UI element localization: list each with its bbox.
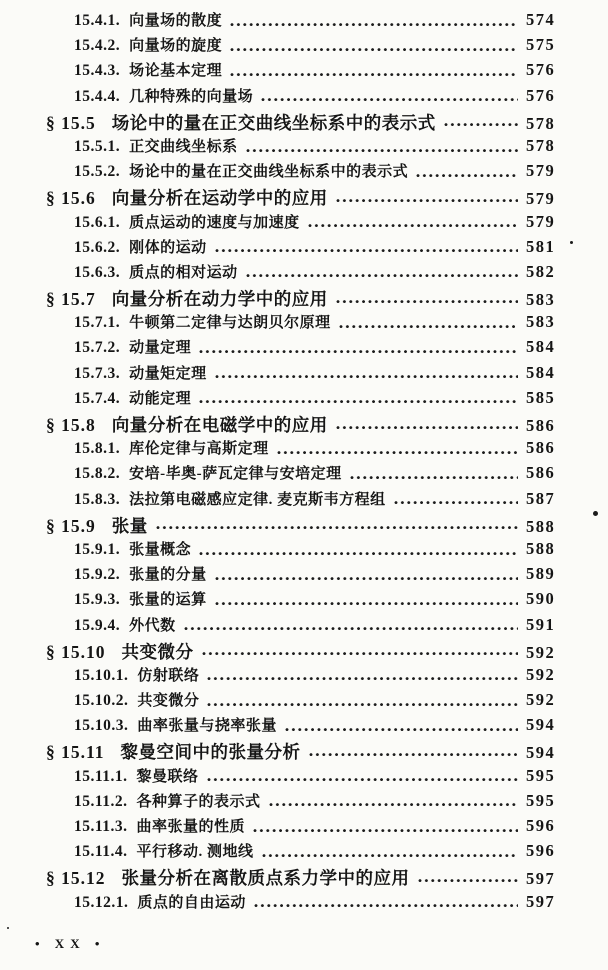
- toc-entry: [0, 840, 564, 865]
- dot-leader: [246, 148, 518, 155]
- entry-title: 向量分析在动力学中的应用: [111, 289, 328, 310]
- dot-leader: [308, 223, 518, 230]
- entry-number: 15.11.4.: [74, 843, 128, 861]
- entry-number: § 15.12: [46, 868, 106, 889]
- entry-number: 15.4.1.: [74, 12, 121, 29]
- toc-entry: [0, 311, 564, 336]
- toc-entry: [0, 9, 564, 34]
- dot-leader: [269, 802, 518, 809]
- entry-page: 585: [526, 387, 556, 407]
- entry-number: 15.8.3.: [74, 490, 121, 508]
- toc-entry: [0, 412, 564, 437]
- toc-entry: [0, 462, 564, 487]
- entry-page: 578: [526, 113, 556, 133]
- entry-title: 黎曼空间中的张量分析: [120, 742, 301, 763]
- toc-entry: [0, 59, 564, 84]
- entry-title: 曲率张量与挠率张量: [137, 718, 277, 735]
- entry-number: 15.4.3.: [74, 62, 121, 80]
- entry-title: 动量矩定理: [129, 365, 207, 382]
- toc-entry: [0, 185, 564, 210]
- entry-page: 595: [526, 765, 556, 785]
- entry-title: 共变微分: [137, 693, 200, 710]
- dot-leader: [207, 676, 518, 683]
- entry-page: 582: [526, 261, 556, 281]
- dot-leader: [277, 450, 518, 457]
- entry-title: 共变微分: [121, 641, 194, 662]
- entry-title: 库伦定律与高斯定理: [129, 441, 269, 458]
- entry-page: 576: [526, 85, 556, 105]
- dot-leader: [215, 576, 518, 583]
- dot-leader: [202, 651, 519, 658]
- dot-leader: [339, 324, 518, 331]
- entry-page: 586: [526, 416, 556, 435]
- entry-title: 向量场的散度: [129, 13, 223, 29]
- entry-page: 592: [526, 690, 556, 710]
- dot-leader: [184, 626, 518, 633]
- entry-number: 15.4.2.: [74, 37, 121, 55]
- toc-entry: [0, 513, 564, 538]
- entry-page: 581: [526, 236, 556, 256]
- entry-page: 584: [526, 362, 556, 382]
- dot-leader: [207, 777, 518, 784]
- entry-title: 向量场的旋度: [129, 38, 223, 55]
- entry-number: 15.5.1.: [74, 137, 121, 155]
- scan-speck: [593, 511, 598, 516]
- toc-entry: [0, 437, 564, 462]
- dot-leader: [261, 97, 518, 104]
- dot-leader: [418, 878, 519, 885]
- entry-number: 15.5.2.: [74, 163, 121, 181]
- dot-leader: [156, 525, 518, 532]
- dot-leader: [246, 273, 518, 280]
- dot-leader: [336, 198, 518, 205]
- entry-number: 15.6.1.: [74, 213, 121, 231]
- toc-entry: [0, 34, 564, 59]
- entry-number: 15.8.2.: [74, 465, 121, 483]
- entry-title: 曲率张量的性质: [136, 819, 246, 835]
- entry-number: 15.8.1.: [74, 440, 121, 458]
- entry-page: 591: [526, 614, 556, 634]
- entry-page: 579: [526, 161, 556, 181]
- entry-page: 590: [526, 589, 556, 609]
- entry-title: 牛顿第二定律与达朗贝尔原理: [129, 315, 331, 332]
- entry-title: 动量定理: [129, 340, 192, 357]
- entry-number: 15.10.2.: [74, 692, 129, 710]
- entry-page: 587: [526, 488, 556, 508]
- entry-number: § 15.6: [46, 188, 96, 209]
- entry-title: 正交曲线坐标系: [129, 138, 238, 155]
- entry-number: 15.7.1.: [74, 314, 121, 332]
- entry-number: § 15.7: [46, 289, 96, 310]
- toc-entry: [0, 891, 564, 916]
- toc-entry: [0, 614, 564, 639]
- dot-leader: [199, 349, 518, 356]
- entry-page: 579: [526, 189, 556, 209]
- entry-number: 15.10.3.: [74, 717, 129, 735]
- entry-title: 张量分析在离散质点系力学中的应用: [121, 868, 410, 889]
- dot-leader: [309, 752, 518, 759]
- toc-entry: [0, 135, 564, 160]
- entry-title: 质点的相对运动: [129, 264, 238, 281]
- entry-number: 15.6.3.: [74, 263, 121, 281]
- entry-number: 15.9.4.: [74, 616, 121, 634]
- entry-title: 几种特殊的向量场: [129, 88, 254, 105]
- entry-title: 场论中的量在正交曲线坐标系中的表示式: [129, 164, 409, 181]
- entry-page: 584: [526, 337, 556, 357]
- entry-title: 外代数: [129, 617, 176, 634]
- entry-page: 583: [526, 290, 556, 310]
- toc-entry: [0, 865, 564, 890]
- entry-page: 583: [526, 312, 556, 332]
- dot-leader: [394, 500, 518, 507]
- entry-page: 596: [526, 841, 556, 861]
- toc-entry: [0, 815, 564, 840]
- dot-leader: [350, 475, 518, 482]
- entry-title: 向量分析在运动学中的应用: [111, 188, 328, 209]
- entry-number: 15.10.1.: [74, 666, 129, 684]
- entry-page: 575: [526, 35, 556, 55]
- entry-page: 588: [526, 538, 556, 558]
- entry-number: § 15.8: [46, 415, 96, 435]
- entry-page: 588: [526, 516, 556, 536]
- scan-speck: [570, 241, 573, 244]
- entry-page: 586: [526, 438, 556, 458]
- dot-leader: [253, 828, 518, 835]
- dot-leader: [262, 853, 518, 860]
- toc-entry: [0, 739, 564, 764]
- entry-title: 质点运动的速度与加速度: [129, 214, 300, 231]
- entry-number: 15.12.1.: [74, 893, 129, 911]
- dot-leader: [230, 47, 518, 54]
- entry-title: 张量: [111, 515, 148, 536]
- entry-number: 15.9.3.: [74, 591, 121, 609]
- entry-page: 586: [526, 463, 556, 483]
- entry-title: 质点的自由运动: [137, 894, 246, 911]
- entry-title: 场论中的量在正交曲线坐标系中的表示式: [111, 112, 436, 133]
- toc-entry: [0, 261, 564, 286]
- entry-number: 15.7.3.: [74, 364, 121, 382]
- dot-leader: [215, 248, 518, 255]
- entry-number: § 15.11: [46, 742, 105, 763]
- entry-title: 平行移动. 测地线: [136, 844, 254, 861]
- toc-entry: [0, 85, 564, 110]
- entry-page: 595: [526, 790, 556, 810]
- entry-page: 574: [526, 10, 556, 29]
- toc-entry: [0, 211, 564, 236]
- entry-title: 各种算子的表示式: [136, 793, 261, 810]
- toc-entry: [0, 110, 564, 135]
- entry-number: 15.7.4.: [74, 389, 121, 407]
- entry-title: 安培-毕奥-萨瓦定律与安培定理: [129, 466, 342, 483]
- entry-number: 15.4.4.: [74, 87, 121, 105]
- entry-page: 592: [526, 664, 556, 684]
- dot-leader: [230, 22, 518, 29]
- entry-number: 15.9.1.: [74, 540, 121, 558]
- entry-page: 596: [526, 816, 556, 835]
- entry-page: 579: [526, 211, 556, 231]
- dot-leader: [230, 72, 518, 79]
- entry-title: 法拉第电磁感应定律. 麦克斯韦方程组: [129, 491, 386, 508]
- entry-title: 仿射联络: [137, 667, 200, 684]
- toc-entry: [0, 689, 564, 714]
- entry-title: 刚体的运动: [129, 239, 207, 256]
- toc-entry: [0, 336, 564, 361]
- entry-title: 黎曼联络: [136, 768, 199, 785]
- entry-number: 15.7.2.: [74, 339, 121, 357]
- entry-title: 向量分析在电磁学中的应用: [111, 415, 328, 435]
- toc-entry: [0, 286, 564, 311]
- dot-leader: [215, 601, 518, 608]
- toc-entry: [0, 790, 564, 815]
- toc-entry: [0, 588, 564, 613]
- entry-page: 578: [526, 135, 556, 155]
- entry-number: § 15.5: [46, 112, 96, 133]
- entry-page: 592: [526, 642, 556, 662]
- toc-entry: [0, 639, 564, 664]
- toc-entry: [0, 664, 564, 689]
- entry-page: 597: [526, 869, 556, 889]
- dot-leader: [336, 425, 518, 432]
- dot-leader: [416, 173, 518, 180]
- dot-leader: [215, 374, 518, 381]
- toc-entry: [0, 236, 564, 261]
- entry-title: 动能定理: [129, 390, 192, 407]
- entry-title: 张量的分量: [129, 567, 207, 584]
- dot-leader: [254, 903, 518, 910]
- entry-number: § 15.9: [46, 515, 96, 536]
- entry-page: 589: [526, 564, 556, 584]
- toc-entry: [0, 538, 564, 563]
- toc-entry: [0, 387, 564, 412]
- dot-leader: [285, 727, 518, 734]
- entry-number: § 15.10: [46, 641, 106, 662]
- dot-leader: [199, 551, 518, 558]
- toc-entry: [0, 765, 564, 790]
- dot-leader: [336, 299, 518, 306]
- dot-leader: [444, 122, 518, 129]
- entry-page: 594: [526, 715, 556, 735]
- toc-entry: [0, 488, 564, 513]
- entry-number: 15.11.1.: [74, 767, 128, 785]
- dot-leader: [207, 702, 518, 709]
- scan-speck: [7, 927, 9, 929]
- entry-number: 15.9.2.: [74, 566, 121, 584]
- dot-leader: [199, 399, 518, 406]
- toc-entry: [0, 160, 564, 185]
- entry-title: 场论基本定理: [129, 63, 223, 80]
- entry-number: 15.11.2.: [74, 792, 128, 810]
- toc-entry: [0, 362, 564, 387]
- entry-page: 597: [526, 891, 556, 911]
- toc-entry: [0, 563, 564, 588]
- entry-title: 张量概念: [129, 541, 192, 558]
- toc-entry: [0, 714, 564, 739]
- page-number-marker: • XX •: [35, 936, 106, 951]
- entry-number: 15.6.2.: [74, 238, 121, 256]
- entry-title: 张量的运算: [129, 592, 207, 609]
- entry-page: 576: [526, 60, 556, 80]
- entry-number: 15.11.3.: [74, 818, 128, 835]
- entry-page: 594: [526, 743, 556, 763]
